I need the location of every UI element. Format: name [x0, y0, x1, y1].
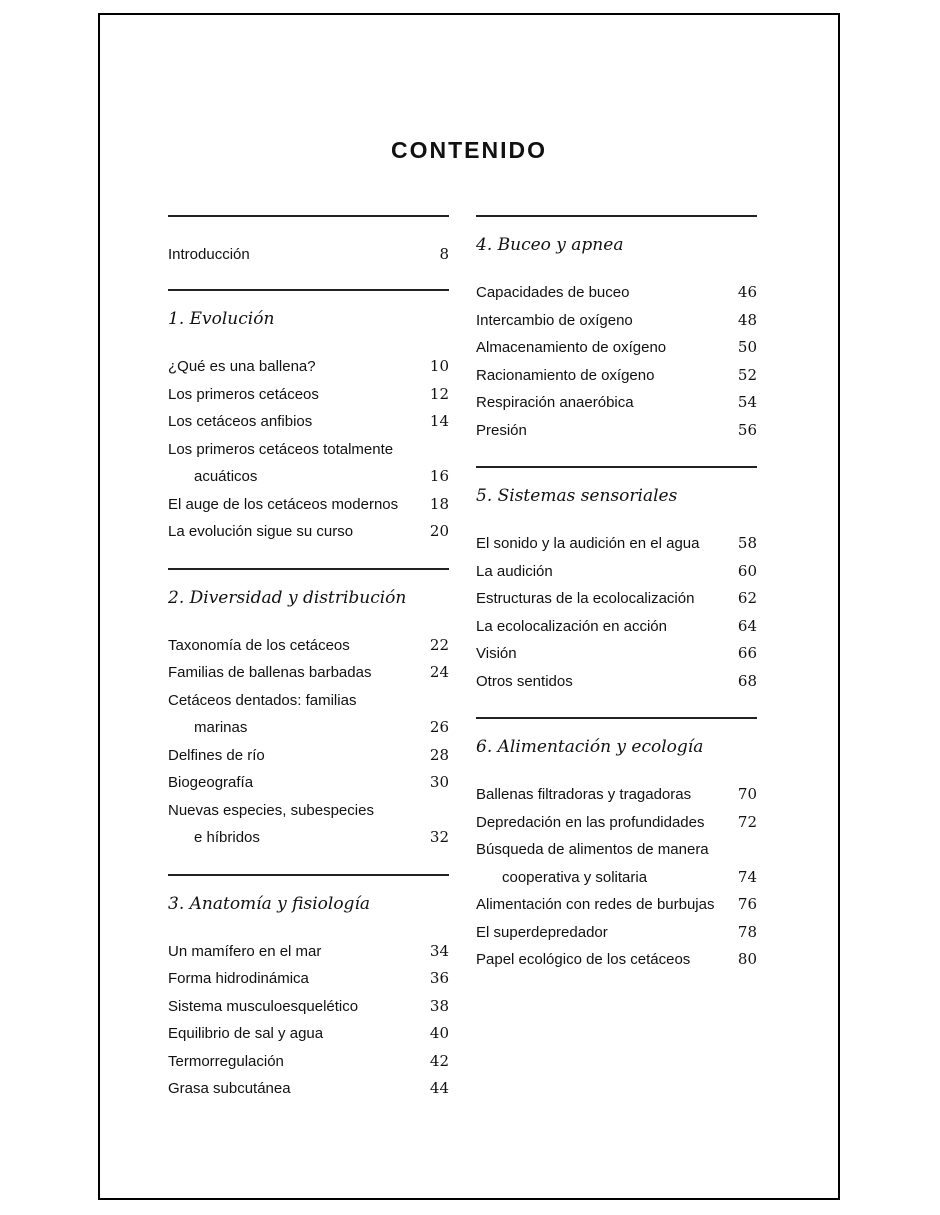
- toc-entry[interactable]: [168, 518, 449, 546]
- toc-entry[interactable]: [168, 993, 449, 1021]
- toc-entry-page: 22: [429, 635, 449, 654]
- toc-entry-page: 50: [737, 338, 757, 356]
- toc-entry-page: 24: [429, 663, 449, 681]
- toc-entry[interactable]: [168, 769, 449, 797]
- toc-entry-page: 64: [737, 616, 757, 635]
- toc-entry[interactable]: [476, 417, 757, 445]
- toc-entry-page: 30: [429, 773, 449, 791]
- section-heading[interactable]: 4. Buceo y apnea: [476, 235, 624, 255]
- toc-entry-page: 20: [429, 522, 449, 540]
- toc-entry-text: Delfines de río: [168, 746, 265, 764]
- toc-entry-text: Racionamiento de oxígeno: [476, 366, 655, 384]
- toc-entry-list: [476, 781, 757, 974]
- toc-entry-text: Presión: [476, 421, 527, 439]
- toc-entry-page: 42: [429, 1051, 449, 1070]
- section-heading[interactable]: 1. Evolución: [168, 309, 275, 329]
- toc-entry[interactable]: [476, 919, 757, 947]
- toc-entry-text: Familias de ballenas barbadas: [168, 664, 372, 681]
- toc-entry[interactable]: [476, 781, 757, 809]
- toc-entry[interactable]: [476, 389, 757, 417]
- toc-entry-page: 34: [429, 941, 449, 960]
- toc-entry[interactable]: [476, 864, 757, 892]
- toc-entry[interactable]: [476, 558, 757, 586]
- toc-section-3: [168, 874, 449, 1103]
- page-frame: [98, 13, 840, 1200]
- toc-entry[interactable]: [168, 687, 449, 715]
- toc-entry[interactable]: [476, 668, 757, 696]
- toc-left-column: [168, 215, 449, 1125]
- toc-entry-text: Nuevas especies, subespecies: [168, 801, 374, 819]
- toc-entry[interactable]: [476, 334, 757, 362]
- toc-entry[interactable]: [476, 836, 757, 864]
- toc-entry-page: 26: [429, 718, 449, 736]
- toc-entry[interactable]: [476, 362, 757, 390]
- toc-entry-text: Termorregulación: [168, 1052, 284, 1070]
- toc-entry-text: cooperativa y solitaria: [502, 868, 648, 886]
- toc-entry[interactable]: [168, 436, 449, 464]
- toc-entry[interactable]: [168, 742, 449, 770]
- toc-entry[interactable]: [168, 938, 449, 966]
- toc-entry-text: Visión: [476, 645, 517, 662]
- toc-entry-text: Los cetáceos anfibios: [168, 413, 313, 430]
- toc-entry-page: 72: [737, 812, 757, 831]
- toc-entry-page: 44: [429, 1079, 449, 1097]
- toc-entry-page: 36: [429, 969, 449, 987]
- toc-entry-page: 10: [429, 357, 449, 375]
- toc-entry-page: 12: [429, 384, 449, 403]
- section-heading[interactable]: 5. Sistemas sensoriales: [476, 486, 678, 506]
- toc-entry-page: 54: [737, 393, 757, 411]
- toc-entry-page: 66: [737, 644, 757, 662]
- toc-entry-list: [476, 530, 757, 695]
- toc-entry-page: 58: [737, 534, 757, 552]
- toc-entry-page: 8: [439, 245, 449, 263]
- toc-entry[interactable]: [476, 640, 757, 668]
- toc-entry-text: Depredación en las profundidades: [476, 813, 705, 831]
- toc-entry-text: Equilibrio de sal y agua: [168, 1025, 324, 1042]
- toc-entry[interactable]: [168, 632, 449, 660]
- toc-entry-text: ¿Qué es una ballena?: [168, 358, 316, 375]
- toc-right-column: [476, 215, 757, 996]
- page-title: CONTENIDO: [391, 137, 547, 163]
- section-heading[interactable]: 6. Alimentación y ecología: [476, 737, 704, 757]
- toc-entry-page: 74: [737, 867, 757, 886]
- toc-entry[interactable]: [168, 1075, 449, 1103]
- toc-entry-text: Papel ecológico de los cetáceos: [476, 951, 691, 968]
- toc-entry-text: La ecolocalización en acción: [476, 617, 667, 635]
- toc-section-5: [476, 466, 757, 695]
- toc-entry-text: Introducción: [168, 246, 250, 263]
- toc-entry[interactable]: [476, 307, 757, 335]
- toc-entry-text: Grasa subcutánea: [168, 1080, 291, 1097]
- toc-section-2: [168, 568, 449, 852]
- toc-entry[interactable]: [476, 809, 757, 837]
- toc-entry-page: 76: [737, 895, 757, 913]
- toc-entry-text: e híbridos: [194, 829, 260, 846]
- toc-entry-text: Sistema musculoesquelético: [168, 997, 359, 1015]
- toc-intro-section: [168, 215, 449, 266]
- toc-entry-page: 78: [737, 922, 757, 941]
- toc-entry-text: Capacidades de buceo: [476, 284, 630, 301]
- toc-entry[interactable]: [168, 824, 449, 852]
- toc-entry[interactable]: [476, 891, 757, 919]
- section-heading[interactable]: 3. Anatomía y fisiología: [168, 893, 371, 914]
- toc-entry-text: El sonido y la audición en el agua: [476, 535, 700, 552]
- toc-entry[interactable]: [168, 353, 449, 381]
- section-heading[interactable]: 2. Diversidad y distribución: [168, 587, 407, 608]
- toc-entry[interactable]: [168, 1048, 449, 1076]
- toc-entry[interactable]: [168, 491, 449, 519]
- toc-entry-list: [168, 353, 449, 546]
- toc-entry[interactable]: [168, 714, 449, 742]
- toc-entry-page: 80: [737, 950, 757, 968]
- toc-entry-intro[interactable]: [168, 242, 449, 266]
- toc-entry-text: El superdepredador: [476, 923, 608, 941]
- toc-entry-text: marinas: [194, 719, 248, 736]
- toc-entry-text: Búsqueda de alimentos de manera: [476, 841, 709, 858]
- toc-entry-page: 14: [429, 412, 449, 430]
- toc-entry-text: Ballenas filtradoras y tragadoras: [476, 786, 692, 803]
- toc-section-4: [476, 215, 757, 444]
- toc-entry[interactable]: [476, 585, 757, 613]
- toc-entry-page: 70: [737, 785, 757, 803]
- toc-section-1: [168, 289, 449, 546]
- toc-entry-text: La audición: [476, 562, 553, 580]
- toc-entry-text: Forma hidrodinámica: [168, 970, 309, 987]
- toc-entry[interactable]: [168, 1020, 449, 1048]
- toc-entry-page: 68: [737, 671, 757, 690]
- toc-entry-text: Un mamífero en el mar: [168, 942, 322, 960]
- toc-entry-text: Los primeros cetáceos: [168, 385, 319, 403]
- toc-entry-page: 48: [737, 310, 757, 329]
- toc-entry[interactable]: [168, 797, 449, 825]
- toc-entry-list: [168, 938, 449, 1103]
- toc-entry-page: 18: [429, 494, 449, 513]
- toc-entry-text: Estructuras de la ecolocalización: [476, 590, 695, 607]
- toc-entry[interactable]: [476, 279, 757, 307]
- toc-entry-page: 46: [737, 283, 757, 301]
- toc-entry-page: 52: [737, 365, 757, 384]
- toc-entry[interactable]: [168, 659, 449, 687]
- toc-entry-list: [476, 279, 757, 444]
- toc-entry-list: [168, 632, 449, 852]
- toc-entry[interactable]: [476, 613, 757, 641]
- toc-entry[interactable]: [476, 530, 757, 558]
- toc-entry-text: Otros sentidos: [476, 672, 573, 690]
- toc-entry-text: Biogeografía: [168, 774, 254, 791]
- toc-entry-text: Intercambio de oxígeno: [476, 311, 633, 329]
- toc-entry[interactable]: [476, 946, 757, 974]
- toc-entry[interactable]: [168, 965, 449, 993]
- toc-entry-text: Almacenamiento de oxígeno: [476, 339, 667, 356]
- toc-entry-text: Los primeros cetáceos totalmente: [168, 440, 394, 458]
- toc-entry-page: 16: [429, 467, 449, 485]
- toc-entry-text: Taxonomía de los cetáceos: [168, 636, 350, 654]
- toc-entry-text: La evolución sigue su curso: [168, 523, 354, 540]
- toc-entry-page: 38: [429, 996, 449, 1015]
- toc-entry-text: Cetáceos dentados: familias: [168, 691, 357, 709]
- toc-entry-text: Respiración anaeróbica: [476, 394, 634, 411]
- toc-entry-page: 40: [429, 1024, 449, 1042]
- toc-entry-page: 28: [429, 745, 449, 764]
- toc-entry-text: Alimentación con redes de burbujas: [476, 896, 715, 913]
- toc-entry-page: 62: [737, 589, 757, 607]
- toc-entry-page: 56: [737, 420, 757, 439]
- toc-entry-page: 60: [737, 561, 757, 580]
- toc-entry[interactable]: [168, 408, 449, 436]
- toc-entry[interactable]: [168, 381, 449, 409]
- toc-entry-text: acuáticos: [194, 468, 258, 485]
- toc-entry[interactable]: [168, 463, 449, 491]
- toc-entry-text: El auge de los cetáceos modernos: [168, 495, 399, 513]
- toc-section-6: [476, 717, 757, 974]
- toc-entry-page: 32: [429, 828, 449, 846]
